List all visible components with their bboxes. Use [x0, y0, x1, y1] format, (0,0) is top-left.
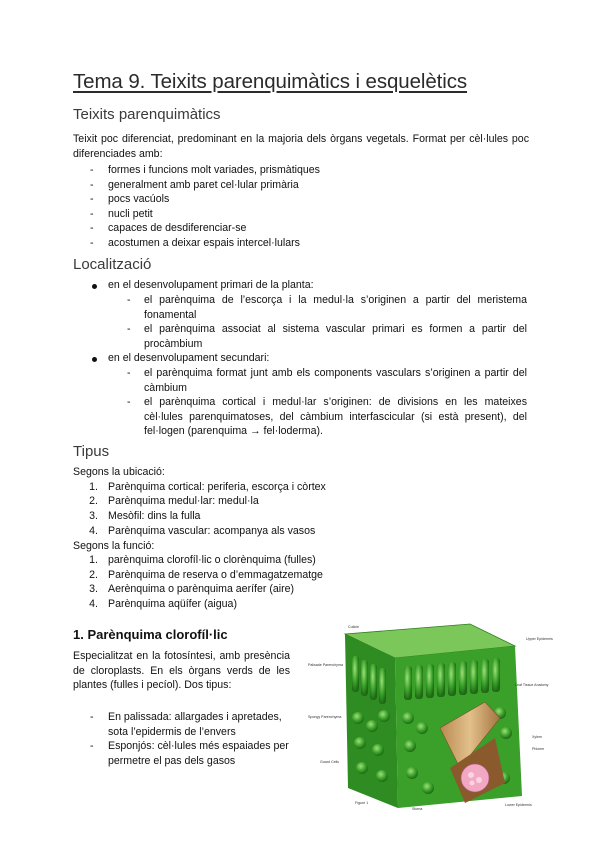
- label-anatomy: Leaf Tissue Anatomy: [515, 683, 549, 687]
- funcio-label: Segons la funció:: [73, 540, 155, 552]
- list-item: el parènquima de l’escorça i la medul·la s’originen a partir del meristema fonamental: [144, 294, 527, 321]
- list-item: Parènquima vascular: acompanya als vasos: [108, 525, 316, 537]
- list-item: en el desenvolupament primari de la planta:: [108, 279, 314, 291]
- ubicacio-label: Segons la ubicació:: [73, 466, 165, 478]
- label-palisade: Palisade Parenchyma: [308, 663, 343, 667]
- bullet-icon: [92, 284, 97, 289]
- list-item: Parènquima cortical: periferia, escorça i còrtex: [108, 481, 326, 493]
- list-item: En palissada: allargades i apretades, sota l’epidermis de l’envers: [108, 711, 282, 738]
- label-spongy: Spongy Parenchyma: [308, 715, 342, 719]
- list-item: Mesòfil: dins la fulla: [108, 510, 201, 522]
- label-guard-cells: Guard Cells: [320, 760, 339, 764]
- label-phloem: Phloem: [532, 747, 545, 751]
- list-item: Aerènquima o parènquima aerífer (aire): [108, 583, 295, 595]
- label-xylem: Xylem: [532, 735, 542, 739]
- bullet-icon: [92, 357, 97, 362]
- list-item: formes i funcions molt variades, prismàtiques: [108, 164, 320, 176]
- list-item: nucli petit: [108, 208, 153, 220]
- label-upper-epidermis: Upper Epidermis: [526, 637, 553, 641]
- list-item: Parènquima medul·lar: medul·la: [108, 495, 259, 507]
- list-item: capaces de desdiferenciar-se: [108, 222, 247, 234]
- list-item: Parènquima aqüífer (aigua): [108, 598, 237, 610]
- document-page: Tema 9. Teixits parenquimàtics i esquelètics Teixits parenquimàtics Teixit poc diferenciat, predominant en la majoria dels òrgans vegetals. Format per cèl·lules poc diferenciades amb: - formes i funcions molt variades, prismàtiques - generalment amb paret cel·lular primària - pocs vacúols - nucli petit - capaces de desdiferenciar-se - acostumen a deixar espais intercel·lulars Localització en el desenvolupament primari de la planta: - el parènquima de l’escorça i la medul·la s’originen a partir del meristema fonamental - el parènquima associat al sistema vascular primari es formen a partir del procàmbium en el desenvolupament secundari: - el parènquima format junt amb els components vasculars s’originen a partir del càmbium - el parènquima cortical i medul·lar s’originen: de divisions en les mateixes cèl·lules parenquimatoses, del càmbium interfascicular (si està present), del fel·logen (parenquima → fel·loderma). Tipus Segons la ubicació: 1. Parènquima cortical: periferia, escorça i còrtex 2. Parènquima medul·lar: medul·la 3. Mesòfil: dins la fulla 4. Parènquima vascular: acompanya als vasos Segons la funció: 1. parènquima clorofíl·lic o clorènquima (fulles) 2. Parènquima de reserva o d’emmagatzematge 3. Aerènquima o parènquima aerífer (aire) 4. Parènquima aqüífer (aigua) 1. Parènquima clorofíl·lic Especialitzat en la fotosíntesi, amb presència de cloroplasts. En els òrgans verds de les plantes (fulles i pecíol). Dos tipus: - En palissada: allargades i apretades, sota l’epidermis de l’envers - Esponjós: cèl·lules més espaiades per permetre el pas dels gasos Cuticle Upper Epidermis Palisade Parenchyma Leaf Tissue Anatomy Spongy Parenchyma Xylem Phloem Guard Cells Stoma Lower Epidermis Figure 1: [0, 0, 600, 848]
- leaf-anatomy-figure: [300, 618, 565, 818]
- list-item: el parènquima format junt amb els components vasculars s’originen a partir del càmbium: [144, 367, 527, 394]
- subsection-heading: 1. Parènquima clorofíl·lic: [73, 627, 228, 642]
- list-item: generalment amb paret cel·lular primària: [108, 179, 299, 191]
- list-item: Parènquima de reserva o d’emmagatzematge: [108, 569, 323, 581]
- label-lower-epidermis: Lower Epidermis: [505, 803, 532, 807]
- list-item: Esponjós: cèl·lules més espaiades per permetre el pas dels gasos: [108, 740, 289, 767]
- list-item: parènquima clorofíl·lic o clorènquima (fulles): [108, 554, 316, 566]
- section-heading-localitzacio: Localització: [73, 256, 152, 273]
- page-title: Tema 9. Teixits parenquimàtics i esquelètics: [73, 70, 468, 93]
- sec1-paragraph: Especialitzat en la fotosíntesi, amb presència de cloroplasts. En els òrgans verds de les plantes (fulles i pecíol). Dos tipus:: [73, 650, 290, 692]
- label-cuticle: Cuticle: [348, 625, 359, 629]
- list-item: el parènquima associat al sistema vascular primari es formen a partir del procàmbium: [144, 323, 527, 350]
- section-heading-tipus: Tipus: [73, 443, 110, 460]
- label-stoma: Stoma: [412, 807, 423, 811]
- figure-caption: Figure 1: [355, 801, 369, 805]
- list-item: acostumen a deixar espais intercel·lulars: [108, 237, 300, 249]
- list-item: el parènquima cortical i medul·lar s’originen: de divisions en les mateixes cèl·lules parenquimatoses, del càmbium interfascicular (si està present), del fel·logen (parenquima → fel·loderma).: [144, 396, 527, 438]
- list-item: en el desenvolupament secundari:: [108, 352, 270, 364]
- section-heading-parenquimatics: Teixits parenquimàtics: [73, 106, 221, 123]
- intro-paragraph: Teixit poc diferenciat, predominant en la majoria dels òrgans vegetals. Format per cèl·lules poc diferenciades amb:: [73, 133, 529, 160]
- list-item: pocs vacúols: [108, 193, 170, 205]
